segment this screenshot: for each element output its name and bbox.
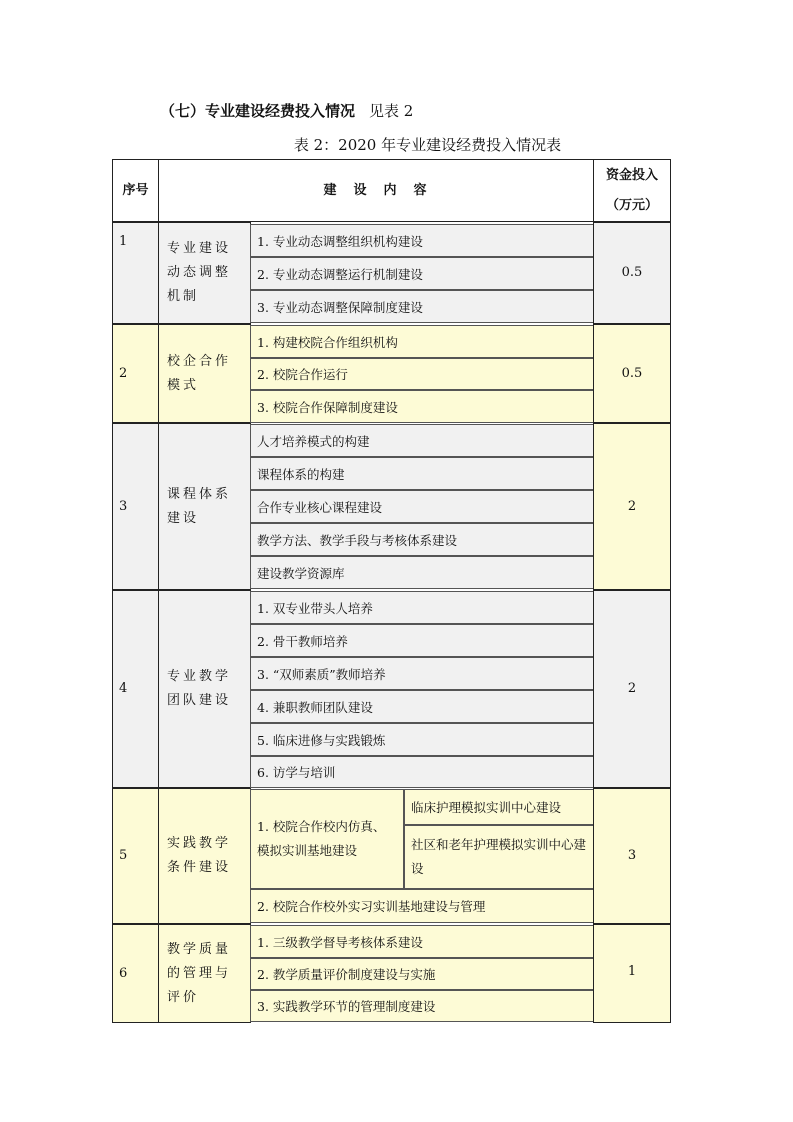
section-4-item: 1. 双专业带头人培养 [250,591,594,624]
section-4-item: 2. 骨干教师培养 [250,624,594,657]
section-2-name: 校企合作模式 [158,324,251,423]
section-6-item: 1. 三级教学督导考核体系建设 [250,925,594,958]
header-seq: 序号 [112,159,159,222]
table-reference: 见表 2 [369,102,414,120]
section-3-item: 合作专业核心课程建设 [250,490,594,523]
header-content: 建 设 内 容 [158,159,594,222]
section-5-item: 2. 校院合作校外实习实训基地建设与管理 [250,889,594,923]
section-5-subgroup: 1. 校院合作校内仿真、模拟实训基地建设 [250,789,404,889]
section-5-subitem: 社区和老年护理模拟实训中心建设 [404,825,594,889]
section-3-name: 课程体系建设 [158,423,251,590]
section-2-seq: 2 [112,324,159,423]
section-4-item: 4. 兼职教师团队建设 [250,690,594,723]
section-4-item: 5. 临床进修与实践锻炼 [250,723,594,756]
section-4-item: 6. 访学与培训 [250,756,594,788]
section-3-funding: 2 [593,423,671,590]
section-4-item: 3. “双师素质”教师培养 [250,657,594,690]
section-1-seq: 1 [112,222,159,324]
section-6-seq: 6 [112,924,159,1023]
section-5-funding: 3 [593,788,671,924]
section-heading [160,100,413,121]
section-5-seq: 5 [112,788,159,924]
section-2-item: 3. 校院合作保障制度建设 [250,390,594,423]
section-3-item: 教学方法、教学手段与考核体系建设 [250,523,594,556]
section-6-item: 3. 实践教学环节的管理制度建设 [250,990,594,1022]
section-2-item: 1. 构建校院合作组织机构 [250,325,594,358]
section-1-name: 专业建设动态调整机制 [158,222,251,324]
section-2-funding: 0.5 [593,324,671,423]
section-1-funding: 0.5 [593,222,671,324]
table-caption: 表 2：2020 年专业建设经费投入情况表 [293,136,562,154]
section-title: （七）专业建设经费投入情况 [160,102,356,120]
section-6-name: 教学质量的管理与评价 [158,924,251,1023]
section-4-seq: 4 [112,590,159,788]
header-funding: 资金投入 （万元） [593,159,671,222]
section-1-item: 3. 专业动态调整保障制度建设 [250,290,594,323]
section-1-item: 1. 专业动态调整组织机构建设 [250,224,594,257]
section-5-subitem: 临床护理模拟实训中心建设 [404,789,594,825]
section-3-item: 建设教学资源库 [250,556,594,589]
section-4-funding: 2 [593,590,671,788]
section-5-name: 实践教学条件建设 [158,788,251,924]
section-6-funding: 1 [593,924,671,1023]
section-4-name: 专业教学团队建设 [158,590,251,788]
section-1-item: 2. 专业动态调整运行机制建设 [250,257,594,290]
section-3-seq: 3 [112,423,159,590]
section-3-item: 课程体系的构建 [250,457,594,490]
section-6-item: 2. 教学质量评价制度建设与实施 [250,958,594,990]
section-3-item: 人才培养模式的构建 [250,424,594,457]
section-2-item: 2. 校院合作运行 [250,358,594,390]
